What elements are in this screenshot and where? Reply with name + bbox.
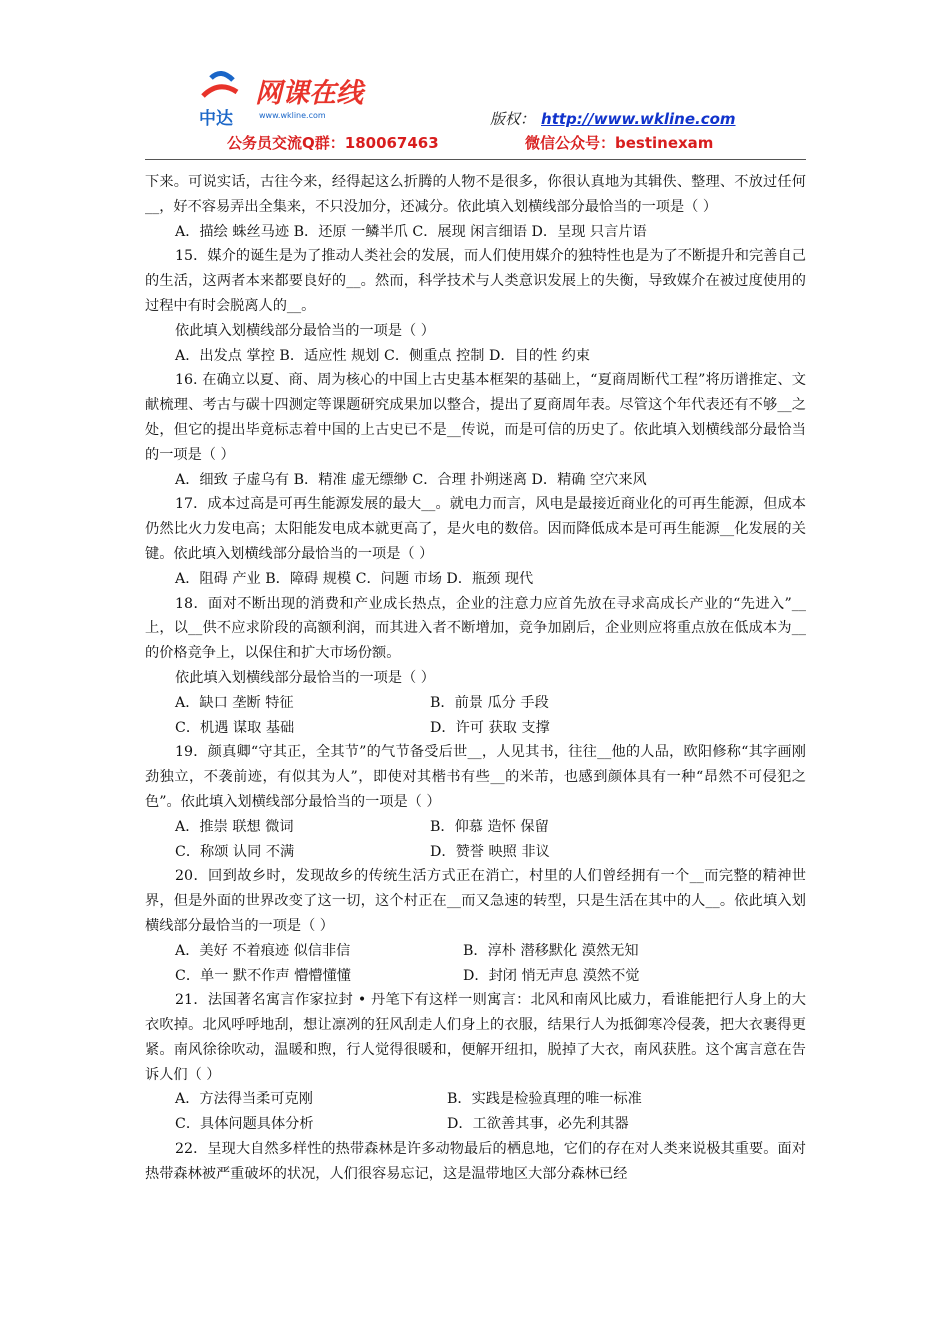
wechat-account: 微信公众号：bestinexam: [525, 134, 714, 152]
option-b: B．前景 瓜分 手段: [430, 694, 549, 711]
question-15: 15．媒介的诞生是为了推动人类社会的发展，而人们使用媒介的独特性也是为了不断提升和完善自己的生活，这两者本来都要良好的__。然而，科学技术与人类意识发展上的失衡，导致媒介在被过度使用的过程中有时会脱离人的__。: [145, 248, 806, 314]
question-17: 17．成本过高是可再生能源发展的最大__。就电力而言，风电是最接近商业化的可再生能源，但成本仍然比火力发电高；太阳能发电成本就更高了，是火电的数倍。因而降低成本是可再生能源__化发展的关键。依此填入划横线部分最恰当的一项是（ ）: [145, 496, 806, 562]
question-21-options-row1: [145, 1087, 806, 1112]
question-18-options-row2: [145, 716, 806, 741]
logo-brand: 中达: [199, 109, 233, 129]
option-a: A．缺口 垄断 特征: [175, 694, 294, 711]
qq-group-contact: 公务员交流Q群：180067463: [227, 134, 439, 152]
option-b: B．实践是检验真理的唯一标准: [447, 1091, 642, 1108]
question-16: 16. 在确立以夏、商、周为核心的中国上古史基本框架的基础上，“夏商周断代工程”将历谱推定、文献梳理、考古与碳十四测定等课题研究成果加以整合，提出了夏商周年表。尽管这个年代表还有不够__之处，但它的提出毕竟标志着中国的上古史已不是__传说，而是可信的历史了。依此填入划横线部分最恰当的一项是（ ）: [145, 372, 806, 463]
option-b: B．仰慕 造怀 保留: [430, 818, 549, 835]
question-21-options-row2: [145, 1112, 806, 1137]
question-21: 21．法国著名寓言作家拉封 • 丹笔下有这样一则寓言：北风和南风比威力，看谁能把行人身上的大衣吹掉。北风呼呼地刮，想让凛冽的狂风刮走人们身上的衣服，结果行人为抵御寒冷侵袭，把大衣裹得更紧。南风徐徐吹动，温暖和煦，行人觉得很暖和，便解开纽扣，脱掉了大衣，南风获胜。这个寓言意在告诉人们（ ）: [145, 992, 806, 1083]
option-a: A．美好 不着痕迹 似信非信: [175, 942, 351, 959]
option-a: A．方法得当柔可克刚: [175, 1091, 313, 1108]
option-c: C．单一 默不作声 懵懵懂懂: [175, 967, 351, 984]
continued-question: 下来。可说实话，古往今来，经得起这么折腾的人物不是很多，你很认真地为其辑佚、整理、不放过任何__，好不容易弄出全集来，不只没加分，还减分。依此填入划横线部分最恰当的一项是（ ）: [145, 174, 806, 215]
question-18-options-row1: [145, 691, 806, 716]
question-18: 18．面对不断出现的消费和产业成长热点，企业的注意力应首先放在寻求高成长产业的“先进入”__上，以__供不应求阶段的高额利润，而其进入者不断增加，竞争加剧后，企业则应将重点放在低成本为__的价格竞争上，以保住和扩大市场份额。: [145, 595, 806, 662]
header-divider: [145, 159, 806, 160]
question-17-options: A．阻碍 产业 B．障碍 规模 C．问题 市场 D．瓶颈 现代: [175, 570, 534, 587]
question-15-stem: 依此填入划横线部分最恰当的一项是（ ）: [175, 322, 435, 339]
option-b: B．淳朴 潜移默化 漠然无知: [463, 942, 639, 959]
question-19-options-row2: [145, 840, 806, 865]
copyright-line: [490, 108, 736, 129]
logo-site: www.wkline.com: [259, 111, 326, 120]
question-19-options-row1: [145, 815, 806, 840]
continued-options: A．描绘 蛛丝马迹 B．还原 一鳞半爪 C．展现 闲言细语 D．呈现 只言片语: [175, 223, 647, 240]
option-a: A．推崇 联想 微词: [175, 818, 294, 835]
copyright-label: 版权：: [490, 110, 536, 128]
question-22: 22．呈现大自然多样性的热带森林是许多动物最后的栖息地，它们的存在对人类来说极其重要。面对热带森林被严重破坏的状况，人们很容易忘记，这是温带地区大部分森林已经: [145, 1141, 806, 1182]
option-c: C．称颂 认同 不满: [175, 843, 295, 860]
option-c: C．具体问题具体分析: [175, 1116, 314, 1133]
exam-content: [145, 170, 806, 1187]
copyright-url[interactable]: http://www.wkline.com: [541, 110, 736, 128]
option-d: D．封闭 悄无声息 漠然不觉: [463, 967, 640, 984]
option-c: C．机遇 谋取 基础: [175, 719, 295, 736]
option-d: D．许可 获取 支撑: [430, 719, 550, 736]
option-d: D．工欲善其事，必先利其器: [447, 1116, 629, 1133]
question-16-options: A．细致 子虚乌有 B．精准 虚无缥缈 C．合理 扑朔迷离 D．精确 空穴来风: [175, 471, 647, 488]
question-20: 20．回到故乡时，发现故乡的传统生活方式正在消亡，村里的人们曾经拥有一个__而完整的精神世界，但是外面的世界改变了这一切，这个村正在__而又急速的转型，只是生活在其中的人__。依此填入划横线部分最恰当的一项是（ ）: [145, 868, 806, 934]
question-20-options-row2: [145, 964, 806, 989]
wkline-logo: [193, 70, 423, 130]
question-19: 19．颜真卿“守其正，全其节”的气节备受后世__，人见其书，往往__他的人品，欧阳修称“其字画刚劲独立，不袭前迹，有似其为人”，即使对其楷书有些__的米芾，也感到颜体具有一种“昂然不可侵犯之色”。依此填入划横线部分最恰当的一项是（ ）: [145, 744, 806, 810]
logo-title: 网课在线: [255, 78, 363, 109]
question-15-options: A．出发点 掌控 B．适应性 规划 C．侧重点 控制 D．目的性 约束: [175, 347, 590, 364]
page-header: [145, 66, 806, 162]
question-18-stem: 依此填入划横线部分最恰当的一项是（ ）: [175, 669, 435, 686]
option-d: D．赞誉 映照 非议: [430, 843, 550, 860]
question-20-options-row1: [145, 939, 806, 964]
